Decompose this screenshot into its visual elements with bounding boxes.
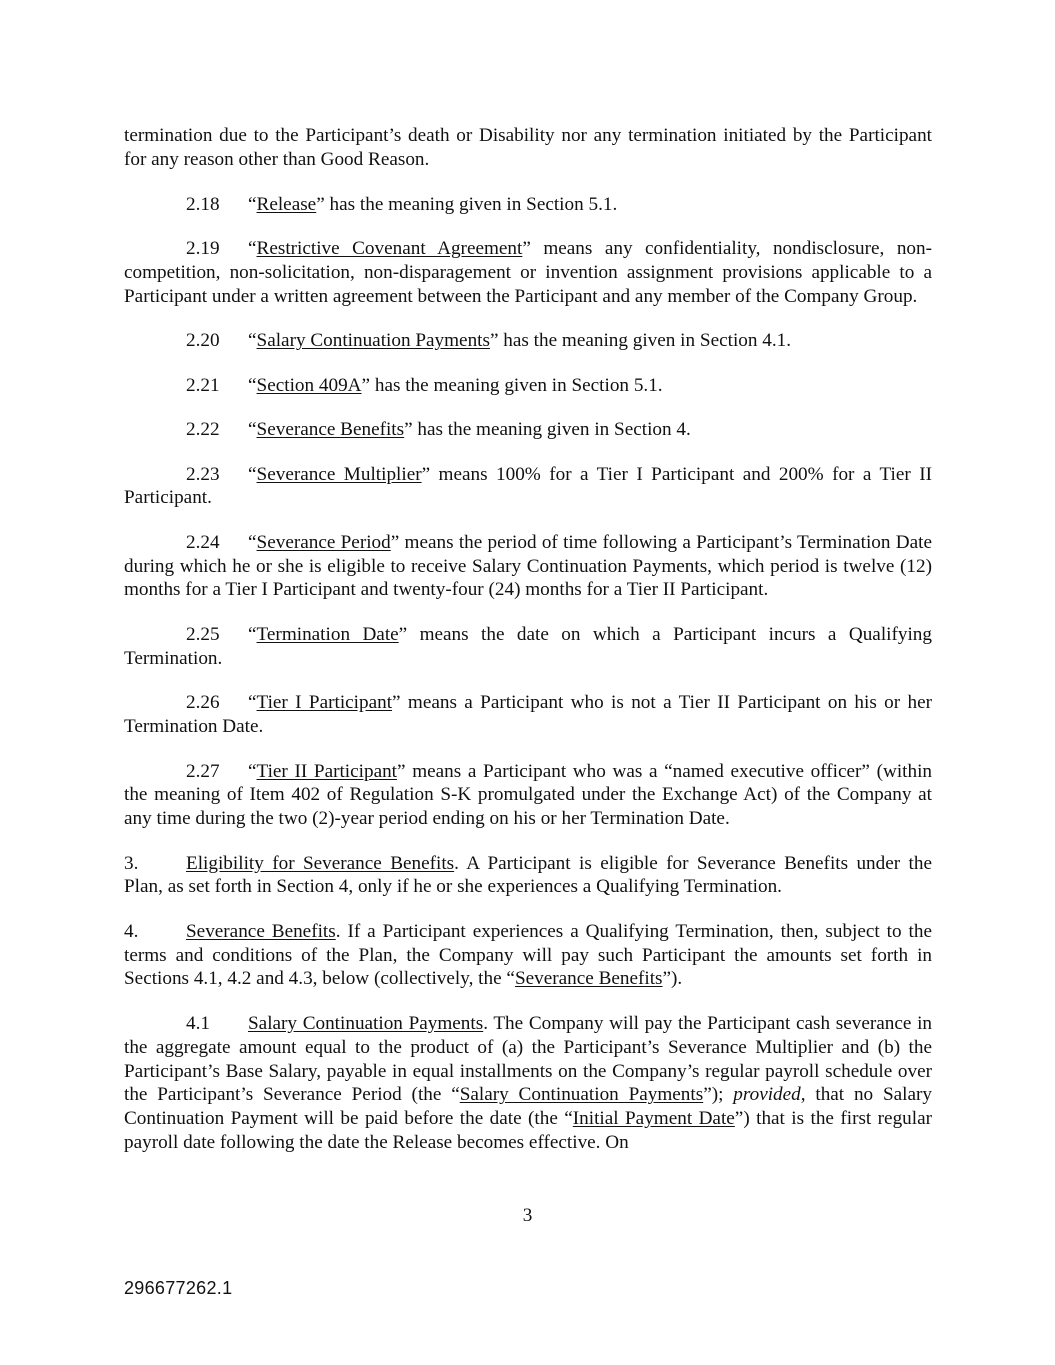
definition-2-24: 2.24 “Severance Period” means the period of time following a Participant’s Termination Date during which he or she is eligible to receive Salary Continuation Payments, which period is twelve (12) months for a Tier I Participant and twenty-four (24) months for a Tier II Participant.	[124, 531, 932, 601]
defined-term: Initial Payment Date	[572, 1108, 735, 1130]
intro-paragraph: termination due to the Participant’s death or Disability nor any termination initiated by the Participant for any reason other than Good Reason.	[124, 125, 932, 170]
defined-term: Severance Benefits	[514, 968, 663, 990]
defined-term: Salary Continuation Payments	[256, 330, 490, 352]
defined-term: Tier II Participant	[256, 760, 398, 782]
defined-term: Severance Period	[256, 531, 391, 553]
section-4: 4. Severance Benefits. If a Participant experiences a Qualifying Termination, then, subject to the terms and conditions of the Plan, the Company will pay such Participant the amounts set forth in Sections 4.1, 4.2 and 4.3, below (collectively, the “Severance Benefits”).	[124, 920, 932, 990]
defined-term: Restrictive Covenant Agreement	[256, 238, 523, 260]
section-heading: Salary Continuation Payments	[248, 1012, 484, 1034]
definition-2-18: 2.18 “Release” has the meaning given in Section 5.1.	[186, 193, 618, 215]
document-body	[124, 124, 932, 1175]
defined-term: Severance Benefits	[256, 419, 405, 441]
defined-term: Section 409A	[256, 374, 362, 396]
definition-2-26: 2.26 “Tier I Participant” means a Participant who is not a Tier II Participant on his or her Termination Date.	[124, 692, 932, 738]
page-number: 3	[522, 1205, 533, 1226]
section-3: 3. Eligibility for Severance Benefits. A Participant is eligible for Severance Benefits under the Plan, as set forth in Section 4, only if he or she experiences a Qualifying Termination.	[124, 852, 932, 898]
document-id: 296677262.1	[124, 1278, 233, 1298]
defined-term: Release	[256, 193, 317, 215]
section-heading: Severance Benefits	[186, 920, 336, 942]
definition-2-19: 2.19 “Restrictive Covenant Agreement” means any confidentiality, nondisclosure, non-competition, non-solicitation, non-disparagement or invention assignment provisions applicable to a Participant under a written agreement between the Participant and any member of the Company Group.	[124, 238, 932, 307]
defined-term: Termination Date	[256, 623, 399, 645]
definition-2-25: 2.25 “Termination Date” means the date on which a Participant incurs a Qualifying Termination.	[124, 623, 932, 669]
section-heading: Eligibility for Severance Benefits	[186, 852, 455, 874]
defined-term: Salary Continuation Payments	[459, 1084, 704, 1106]
definition-2-27: 2.27 “Tier II Participant” means a Participant who was a “named executive officer” (within the meaning of Item 402 of Regulation S-K promulgated under the Exchange Act) of the Company at any time during the two (2)-year period ending on his or her Termination Date.	[124, 760, 933, 830]
defined-term: Severance Multiplier	[256, 463, 422, 485]
definition-2-22: 2.22 “Severance Benefits” has the meaning given in Section 4.	[186, 419, 691, 441]
definition-2-23: 2.23 “Severance Multiplier” means 100% for a Tier I Participant and 200% for a Tier II Participant.	[124, 463, 932, 509]
defined-term: Tier I Participant	[256, 692, 393, 714]
italic-provided: provided	[733, 1084, 801, 1106]
section-4-1: 4.1 Salary Continuation Payments. The Company will pay the Participant cash severance in the aggregate amount equal to the product of (a) the Participant’s Severance Multiplier and (b) the Participant’s Base Salary, payable in equal installments on the Company’s regular payroll schedule over the Participant’s Severance Period (the “Salary Continuation Payments”); provided, that no Salary Continuation Payment will be paid before the date (the “Initial Payment Date”) that is the first regular payroll date following the date the Release becomes effective. On	[124, 1012, 932, 1153]
definition-2-20: 2.20 “Salary Continuation Payments” has the meaning given in Section 4.1.	[186, 330, 792, 352]
definition-2-21: 2.21 “Section 409A” has the meaning given in Section 5.1.	[186, 374, 663, 396]
